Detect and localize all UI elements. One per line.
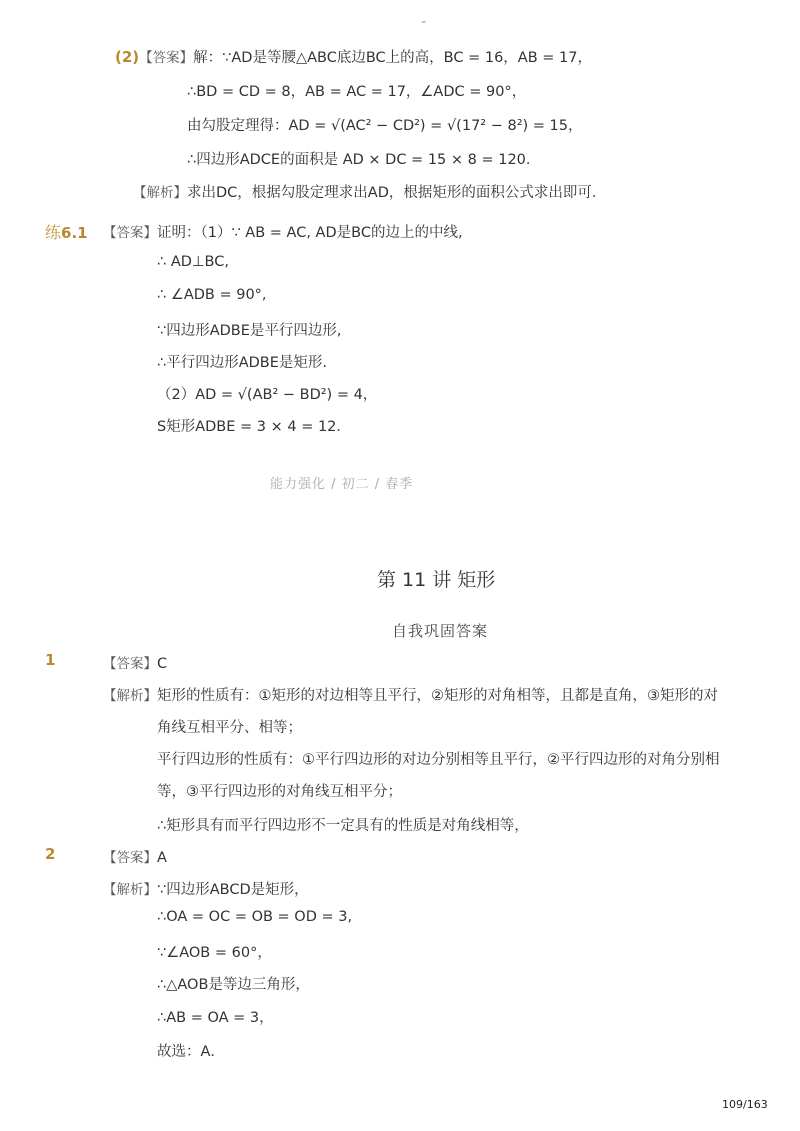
answer-value: A — [157, 850, 167, 866]
question-number: 2 — [45, 845, 56, 863]
answer-value: C — [157, 656, 168, 672]
analysis-line-4: ∴△AOB是等边三角形， — [157, 977, 310, 993]
analysis-tag: 【解析】 — [133, 185, 187, 201]
proof-line-2: ∴ AD⊥BC, — [157, 254, 229, 270]
analysis-line-2: ∴OA = OC = OB = OD = 3, — [157, 909, 353, 925]
proof-line-3: ∴ ∠ADB = 90°, — [157, 287, 267, 303]
proof-line-1: 证明：（1）∵ AB = AC, AD是BC的边上的中线, — [157, 225, 463, 241]
answer-tag: 【答案】 — [103, 850, 157, 866]
analysis-line-3: 平行四边形的性质有：①平行四边形的对边分别相等且平行，②平行四边形的对角分别相 — [157, 752, 720, 768]
solution-line-1: 解：∵AD是等腰△ABC底边BC上的高，BC = 16，AB = 17， — [193, 50, 592, 66]
proof-line-4: ∵四边形ADBE是平行四边形, — [157, 323, 342, 339]
answer-tag: 【答案】 — [103, 656, 157, 672]
proof-line-7: S矩形ADBE = 3 × 4 = 12． — [157, 419, 351, 435]
analysis-text: 求出DC，根据勾股定理求出AD，根据矩形的面积公式求出即可． — [187, 185, 607, 201]
analysis-line-1: 矩形的性质有：①矩形的对边相等且平行，②矩形的对角相等，且都是直角，③矩形的对 — [157, 688, 718, 704]
analysis-tag: 【解析】 — [103, 688, 157, 704]
section-title: 自我巩固答案 — [392, 622, 489, 640]
page-number: 109/163 — [722, 1098, 768, 1111]
answer-tag: 【答案】 — [139, 50, 194, 66]
solution-line-4: ∴四边形ADCE的面积是 AD × DC = 15 × 8 = 120． — [187, 152, 541, 168]
proof-line-6: （2）AD = √(AB² − BD²) = 4， — [157, 387, 378, 403]
lecture-title: 第 11 讲 矩形 — [377, 569, 496, 591]
analysis-line-3: ∵∠AOB = 60°， — [157, 945, 272, 961]
analysis-line-5: ∴AB = OA = 3， — [157, 1010, 274, 1026]
page-footer: 能力强化 / 初二 / 春季 — [270, 477, 414, 492]
question-number: 1 — [45, 651, 56, 669]
top-mark: - — [421, 14, 427, 30]
analysis-line-1: ∵四边形ABCD是矩形， — [157, 882, 309, 898]
analysis-tag: 【解析】 — [103, 882, 157, 898]
solution-line-3: 由勾股定理得：AD = √(AC² − CD²) = √(17² − 8²) = 15， — [187, 118, 583, 134]
exercise-number: 6.1 — [61, 224, 88, 242]
analysis-line-5: ∴矩形具有而平行四边形不一定具有的性质是对角线相等， — [157, 818, 529, 834]
analysis-line-2: 角线互相平分、相等； — [157, 720, 302, 736]
proof-line-5: ∴平行四边形ADBE是矩形. — [157, 355, 328, 371]
analysis-line-6: 故选：A． — [157, 1044, 225, 1060]
solution-line-2: ∴BD = CD = 8，AB = AC = 17，∠ADC = 90°， — [187, 84, 527, 100]
exercise-prefix: 练 — [45, 223, 62, 242]
analysis-line-4: 等，③平行四边形的对角线互相平分； — [157, 784, 402, 800]
question-number: (2) — [115, 48, 140, 66]
answer-tag: 【答案】 — [103, 225, 157, 241]
